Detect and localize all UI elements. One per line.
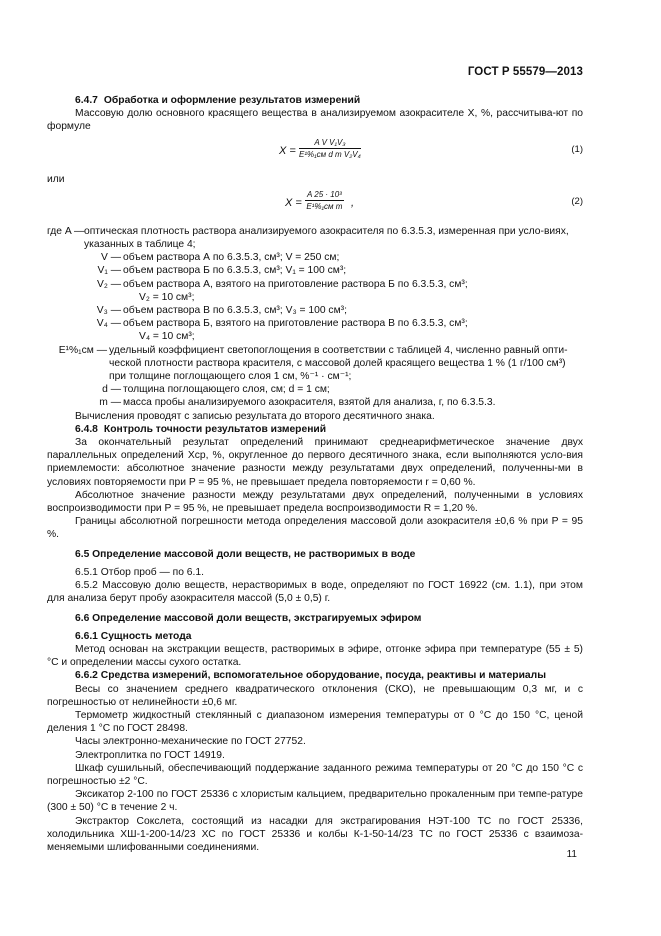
or-word: или	[47, 173, 65, 185]
definition-text: объем раствора В по 6.3.5.3, см³; V₃ = 100 см³;	[123, 305, 347, 317]
standard-header: ГОСТ Р 55579—2013	[467, 66, 583, 78]
definition-text: объем раствора Б, взятого на приготовление раствора В по 6.3.5.3, см³;	[123, 318, 468, 330]
definition-item	[47, 291, 583, 304]
definitions-list	[47, 225, 583, 410]
equipment-item: Весы со значением среднего квадратического отклонения (СКО), не превышающим 0,3 мг, и с погрешностью от нелинейности ±0,6 мг.	[47, 683, 583, 708]
definition-text: объем раствора А, взятого на приготовление раствора Б по 6.3.5.3, см³;	[123, 278, 468, 290]
formula-2-numerator: A 25 · 10³	[307, 189, 342, 199]
definition-item	[47, 251, 583, 264]
section-number: 6.4.8	[75, 423, 98, 435]
definition-symbol	[47, 330, 137, 343]
definition-item	[47, 344, 583, 384]
definition-item	[47, 225, 583, 251]
definition-text: объем раствора Б по 6.3.5.3, см³; V₁ = 100 см³;	[123, 265, 347, 277]
formula-2-denominator: E¹%₁см m	[306, 201, 343, 211]
paragraph-6-5-1: 6.5.1 Отбор проб — по 6.1.	[75, 566, 204, 578]
definition-item	[47, 264, 583, 277]
paragraph-acceptance: За окончательный результат определений принимают среднеарифметическое значение двух параллельных определений Xср, %, округленное до первого десятичного знака, если выполняются усло-вия приемлемости: абсолютное значение разности между результатами двух определений, полученны-ми в условиях повторяемости при P = 95 %, не превышает предела повторяемости r = 0,60 %.	[47, 437, 583, 488]
definition-text: толщина поглощающего слоя, см; d = 1 см;	[123, 384, 330, 396]
paragraph-6-5-2: 6.5.2 Массовую долю веществ, нерастворимых в воде, определяют по ГОСТ 16922 (см. 1.1), при этом для анализа берут пробу азокрасителя массой (5,0 ± 0,5) г.	[47, 580, 583, 605]
definition-item	[47, 317, 583, 330]
document-body	[47, 94, 583, 854]
equipment-item: Часы электронно-механические по ГОСТ 27752.	[75, 736, 306, 748]
formula-2-lhs: X =	[285, 196, 302, 209]
formula-2-fraction	[305, 189, 344, 212]
definition-text: масса пробы анализируемого азокрасителя, взятой для анализа, г, по 6.3.5.3.	[123, 397, 496, 409]
page-number: 11	[566, 849, 577, 860]
section-heading-6-5: 6.5 Определение массовой доли веществ, не растворимых в воде	[75, 548, 416, 560]
definition-symbol: V —	[100, 252, 121, 264]
section-heading-6-6-1: 6.6.1 Сущность метода	[75, 630, 192, 642]
section-heading-6-6-2: 6.6.2 Средства измерений, вспомогательное оборудование, посуда, реактивы и материалы	[75, 670, 546, 682]
equipment-item: Шкаф сушильный, обеспечивающий поддержание заданного режима температуры от 20 °C до 150 °C с погрешностью ±2 °C.	[47, 762, 583, 787]
definition-symbol	[47, 291, 137, 304]
definition-item	[47, 383, 583, 396]
definition-item	[47, 304, 583, 317]
section-heading-6-4-7	[75, 94, 583, 107]
definition-text: объем раствора А по 6.3.5.3, см³; V = 250 см;	[123, 252, 340, 264]
section-title: Обработка и оформление результатов измерений	[103, 95, 361, 106]
definition-text: оптическая плотность раствора анализируемого азокрасителя по 6.3.5.3, измеренная при усло-виях, указанных в таблице 4;	[84, 225, 569, 251]
formula-1-fraction	[299, 137, 361, 160]
paragraph-rounding: Вычисления проводят с записью результата до второго десятичного знака.	[75, 410, 435, 422]
definition-item	[47, 278, 583, 291]
equipment-item: Электроплитка по ГОСТ 14919.	[75, 749, 225, 761]
equipment-item: Экстрактор Сокслета, состоящий из насадки для экстрагирования НЭТ-100 ТС по ГОСТ 25336, холодильника ХШ-1-200-14/23 ХС по ГОСТ 25336 и колбы К-1-50-14/23 ТС по ГОСТ 25336 с взаимоза-меняемыми шлифованными соединениями.	[47, 815, 583, 853]
definition-symbol: V₁ —	[97, 265, 121, 277]
formula-1-number: (1)	[571, 143, 583, 155]
formula-1-numerator: A V V₁V₃	[299, 137, 361, 149]
definition-symbol: E¹%₁см —	[58, 344, 107, 356]
section-heading-6-4-8	[75, 423, 583, 436]
definition-symbol: m —	[99, 397, 121, 409]
definition-symbol: d —	[102, 384, 121, 396]
formula-1	[47, 137, 583, 170]
formula-2-number: (2)	[571, 195, 583, 207]
section-title: Контроль точности результатов измерений	[103, 423, 327, 435]
definition-item	[47, 330, 583, 343]
definition-text: удельный коэффициент светопоглощения в соответствии с таблицей 4, численно равный опти-ческой плотности раствора красителя, с массовой долей красящего вещества 1 % (1 г/100 см³) при толщине поглощающего слоя 1 см, %⁻¹ · см⁻¹;	[109, 344, 568, 383]
section-number: 6.4.7	[75, 95, 98, 106]
paragraph-reproducibility: Абсолютное значение разности между результатами двух определений, полученными в условиях воспроизводимости при P = 95 %, не превышает предела воспроизводимости R = 1,20 %.	[47, 489, 583, 515]
formula-1-denominator: E¹%₁см d m V₂V₄	[299, 149, 361, 159]
definition-symbol: где A —	[47, 225, 85, 237]
paragraph-intro: Массовую долю основного красящего вещества в анализируемом азокрасителе X, %, рассчитыва-ют по формуле	[47, 108, 583, 133]
definition-symbol: V₃ —	[96, 305, 121, 317]
section-heading-6-6: 6.6 Определение массовой доли веществ, экстрагируемых эфиром	[75, 612, 422, 624]
definition-item	[47, 396, 583, 409]
formula-2	[47, 189, 583, 222]
formula-2-trail: ,	[351, 196, 355, 209]
equipment-item: Эксикатор 2-100 по ГОСТ 25336 с хлористым кальцием, предварительно прокаленным при темпе-ратуре (300 ± 50) °C в течение 2 ч.	[47, 789, 583, 814]
definition-symbol: V₄ —	[96, 318, 121, 330]
definition-symbol: V₂ —	[96, 278, 121, 290]
paragraph-error-bounds: Границы абсолютной погрешности метода определения массовой доли азокрасителя ±0,6 % при P = 95 %.	[47, 516, 583, 541]
definition-text: V₄ = 10 см³;	[139, 331, 195, 343]
paragraph-method-essence: Метод основан на экстракции веществ, растворимых в эфире, отгонке эфира при температуре (55 ± 5) °C и определении массы сухого остатка.	[47, 643, 583, 669]
equipment-item: Термометр жидкостный стеклянный с диапазоном измерения температуры от 0 °C до 150 °C, ценой деления 1 °C по ГОСТ 28498.	[47, 709, 583, 735]
definition-text: V₂ = 10 см³;	[139, 291, 195, 303]
formula-1-lhs: X =	[279, 144, 296, 157]
